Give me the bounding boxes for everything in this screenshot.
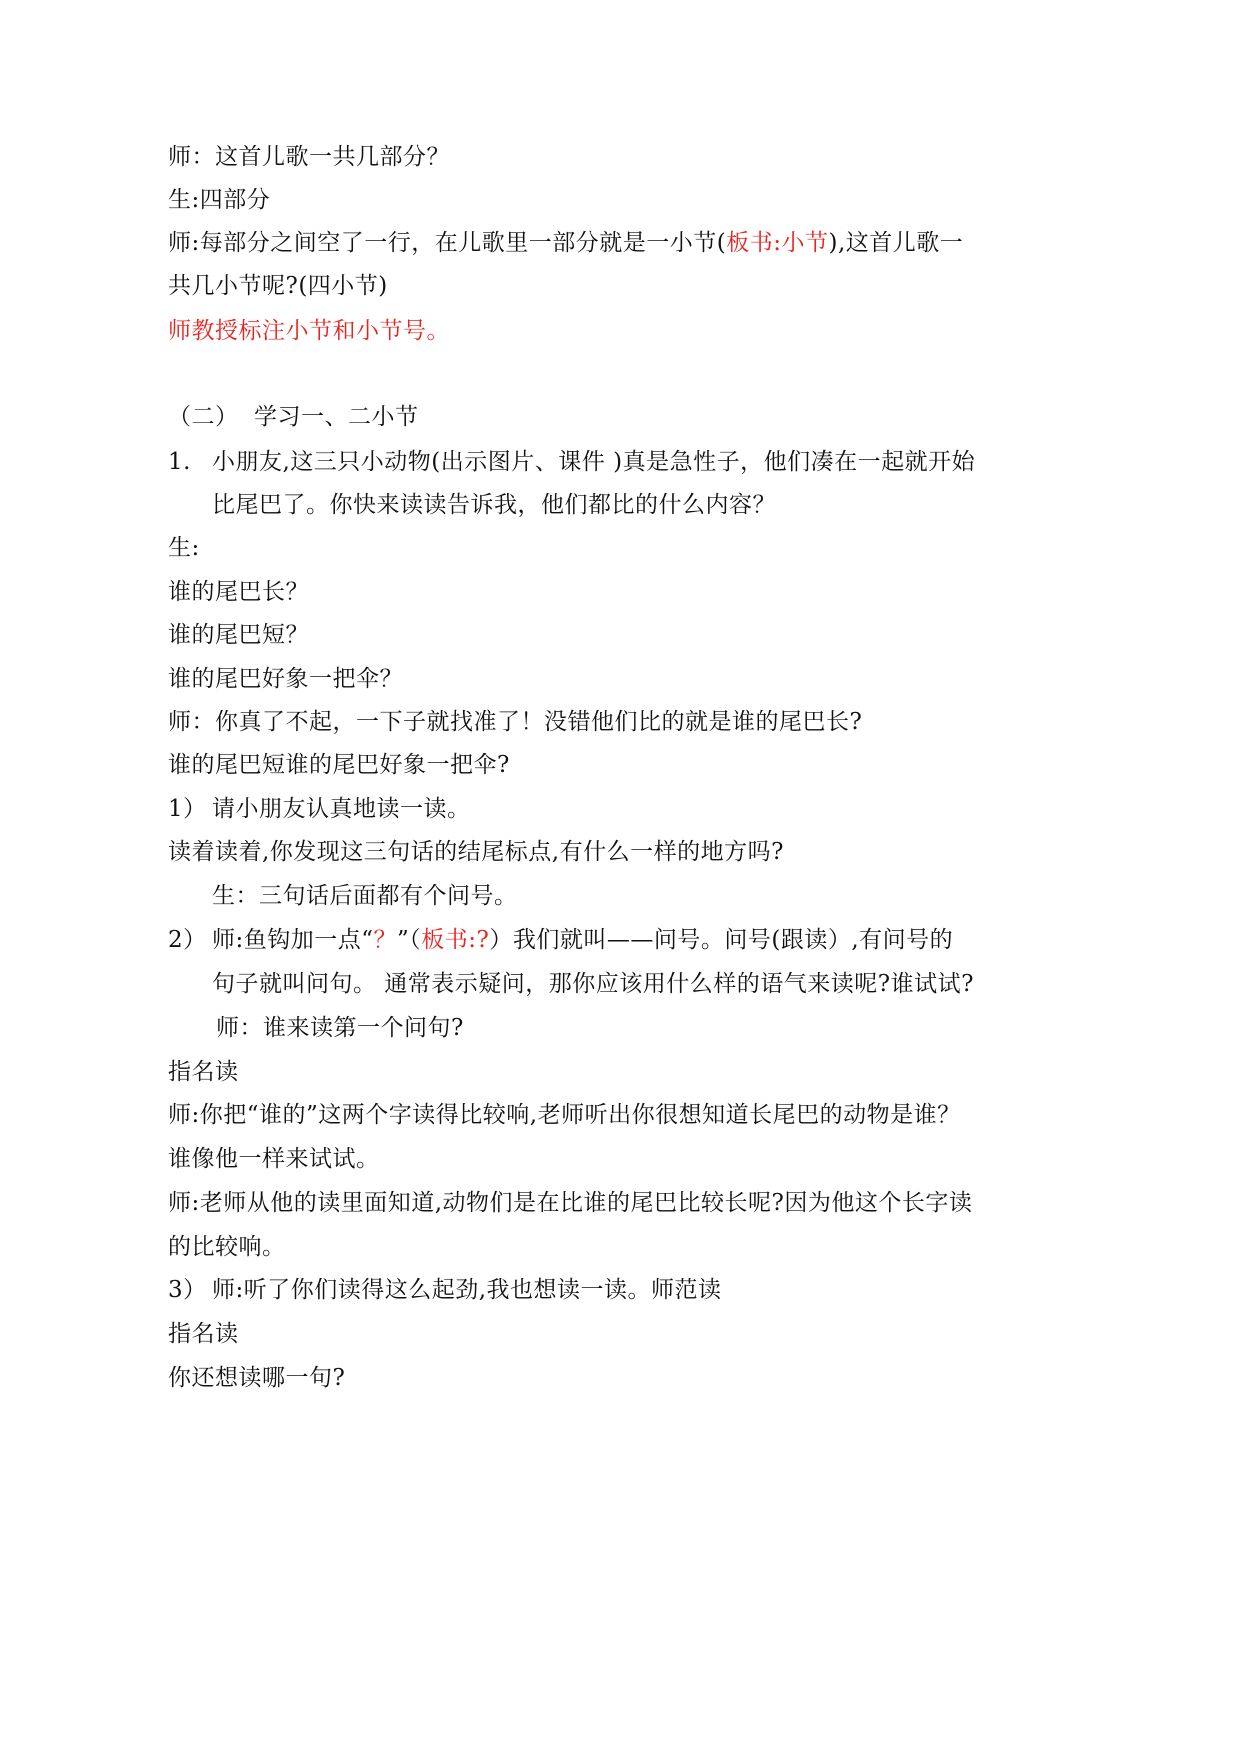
- text-line: 指名读: [168, 1321, 239, 1347]
- text-span: ）我们就叫——问号。问号(跟读）,有问号的: [489, 927, 954, 953]
- text-line: 谁的尾巴好象一把伞？: [168, 666, 403, 692]
- list-item: [168, 1275, 722, 1305]
- text-line: 的比较响。: [168, 1234, 286, 1260]
- teacher-instruction: 师教授标注小节和小节号。: [168, 318, 450, 344]
- text-span: ”（: [397, 927, 422, 953]
- text-line: 师:你把“谁的”这两个字读得比较响,老师听出你很想知道长尾巴的动物是谁？: [168, 1102, 961, 1128]
- list-item: [168, 925, 953, 955]
- item-number: 1.: [168, 449, 191, 475]
- text-span: 小朋友,这三只小动物(出示图片、课件 )真是急性子，他们凑在一起就开始: [212, 449, 976, 475]
- text-line: 共几小节呢?(四小节): [168, 273, 388, 299]
- blackboard-note: 板书:?: [421, 927, 490, 953]
- text-line: 谁的尾巴短？: [168, 622, 309, 648]
- text-line: 指名读: [168, 1059, 239, 1085]
- text-line: 生:: [168, 535, 200, 561]
- text-line: 生：三句话后面都有个问号。: [212, 883, 518, 909]
- section-number: （二）: [168, 404, 239, 430]
- text-line: [168, 228, 963, 258]
- section-title: 学习一、二小节: [254, 404, 419, 430]
- text-line: 比尾巴了。你快来读读告诉我，他们都比的什么内容？: [212, 492, 776, 518]
- text-line: 谁像他一样来试试。: [168, 1146, 380, 1172]
- text-line: 师：这首儿歌一共几部分？: [168, 144, 450, 170]
- text-span: 师:鱼钩加一点“: [212, 927, 374, 953]
- list-item: [168, 794, 471, 824]
- question-mark-note: ？: [373, 927, 398, 953]
- text-line: 句子就叫问句。 通常表示疑问，那你应该用什么样的语气来读呢?谁试试?: [212, 971, 974, 997]
- blackboard-note: 板书:小节: [726, 230, 829, 256]
- item-number: 3）: [168, 1277, 207, 1303]
- text-span: ),这首儿歌一: [828, 230, 964, 256]
- text-line: 读着读着,你发现这三句话的结尾标点,有什么一样的地方吗?: [168, 839, 784, 865]
- text-line: 你还想读哪一句?: [168, 1365, 346, 1391]
- item-number: 2）: [168, 927, 207, 953]
- text-line: 谁的尾巴短谁的尾巴好象一把伞?: [168, 752, 510, 778]
- text-span: 师:听了你们读得这么起劲,我也想读一读。师范读: [212, 1277, 722, 1303]
- text-line: 师：谁来读第一个问句?: [216, 1015, 464, 1041]
- text-line: 师：你真了不起，一下子就找准了！没错他们比的就是谁的尾巴长?: [168, 709, 863, 735]
- text-span: 请小朋友认真地读一读。: [212, 796, 471, 822]
- item-number: 1）: [168, 796, 207, 822]
- text-line: 师:老师从他的读里面知道,动物们是在比谁的尾巴比较长呢?因为他这个长字读: [168, 1190, 973, 1216]
- text-line: 生:四部分: [168, 187, 271, 213]
- list-item: [168, 447, 975, 477]
- text-line: 谁的尾巴长？: [168, 579, 309, 605]
- text-span: 师:每部分之间空了一行，在儿歌里一部分就是一小节(: [168, 230, 727, 256]
- section-heading: [168, 402, 419, 432]
